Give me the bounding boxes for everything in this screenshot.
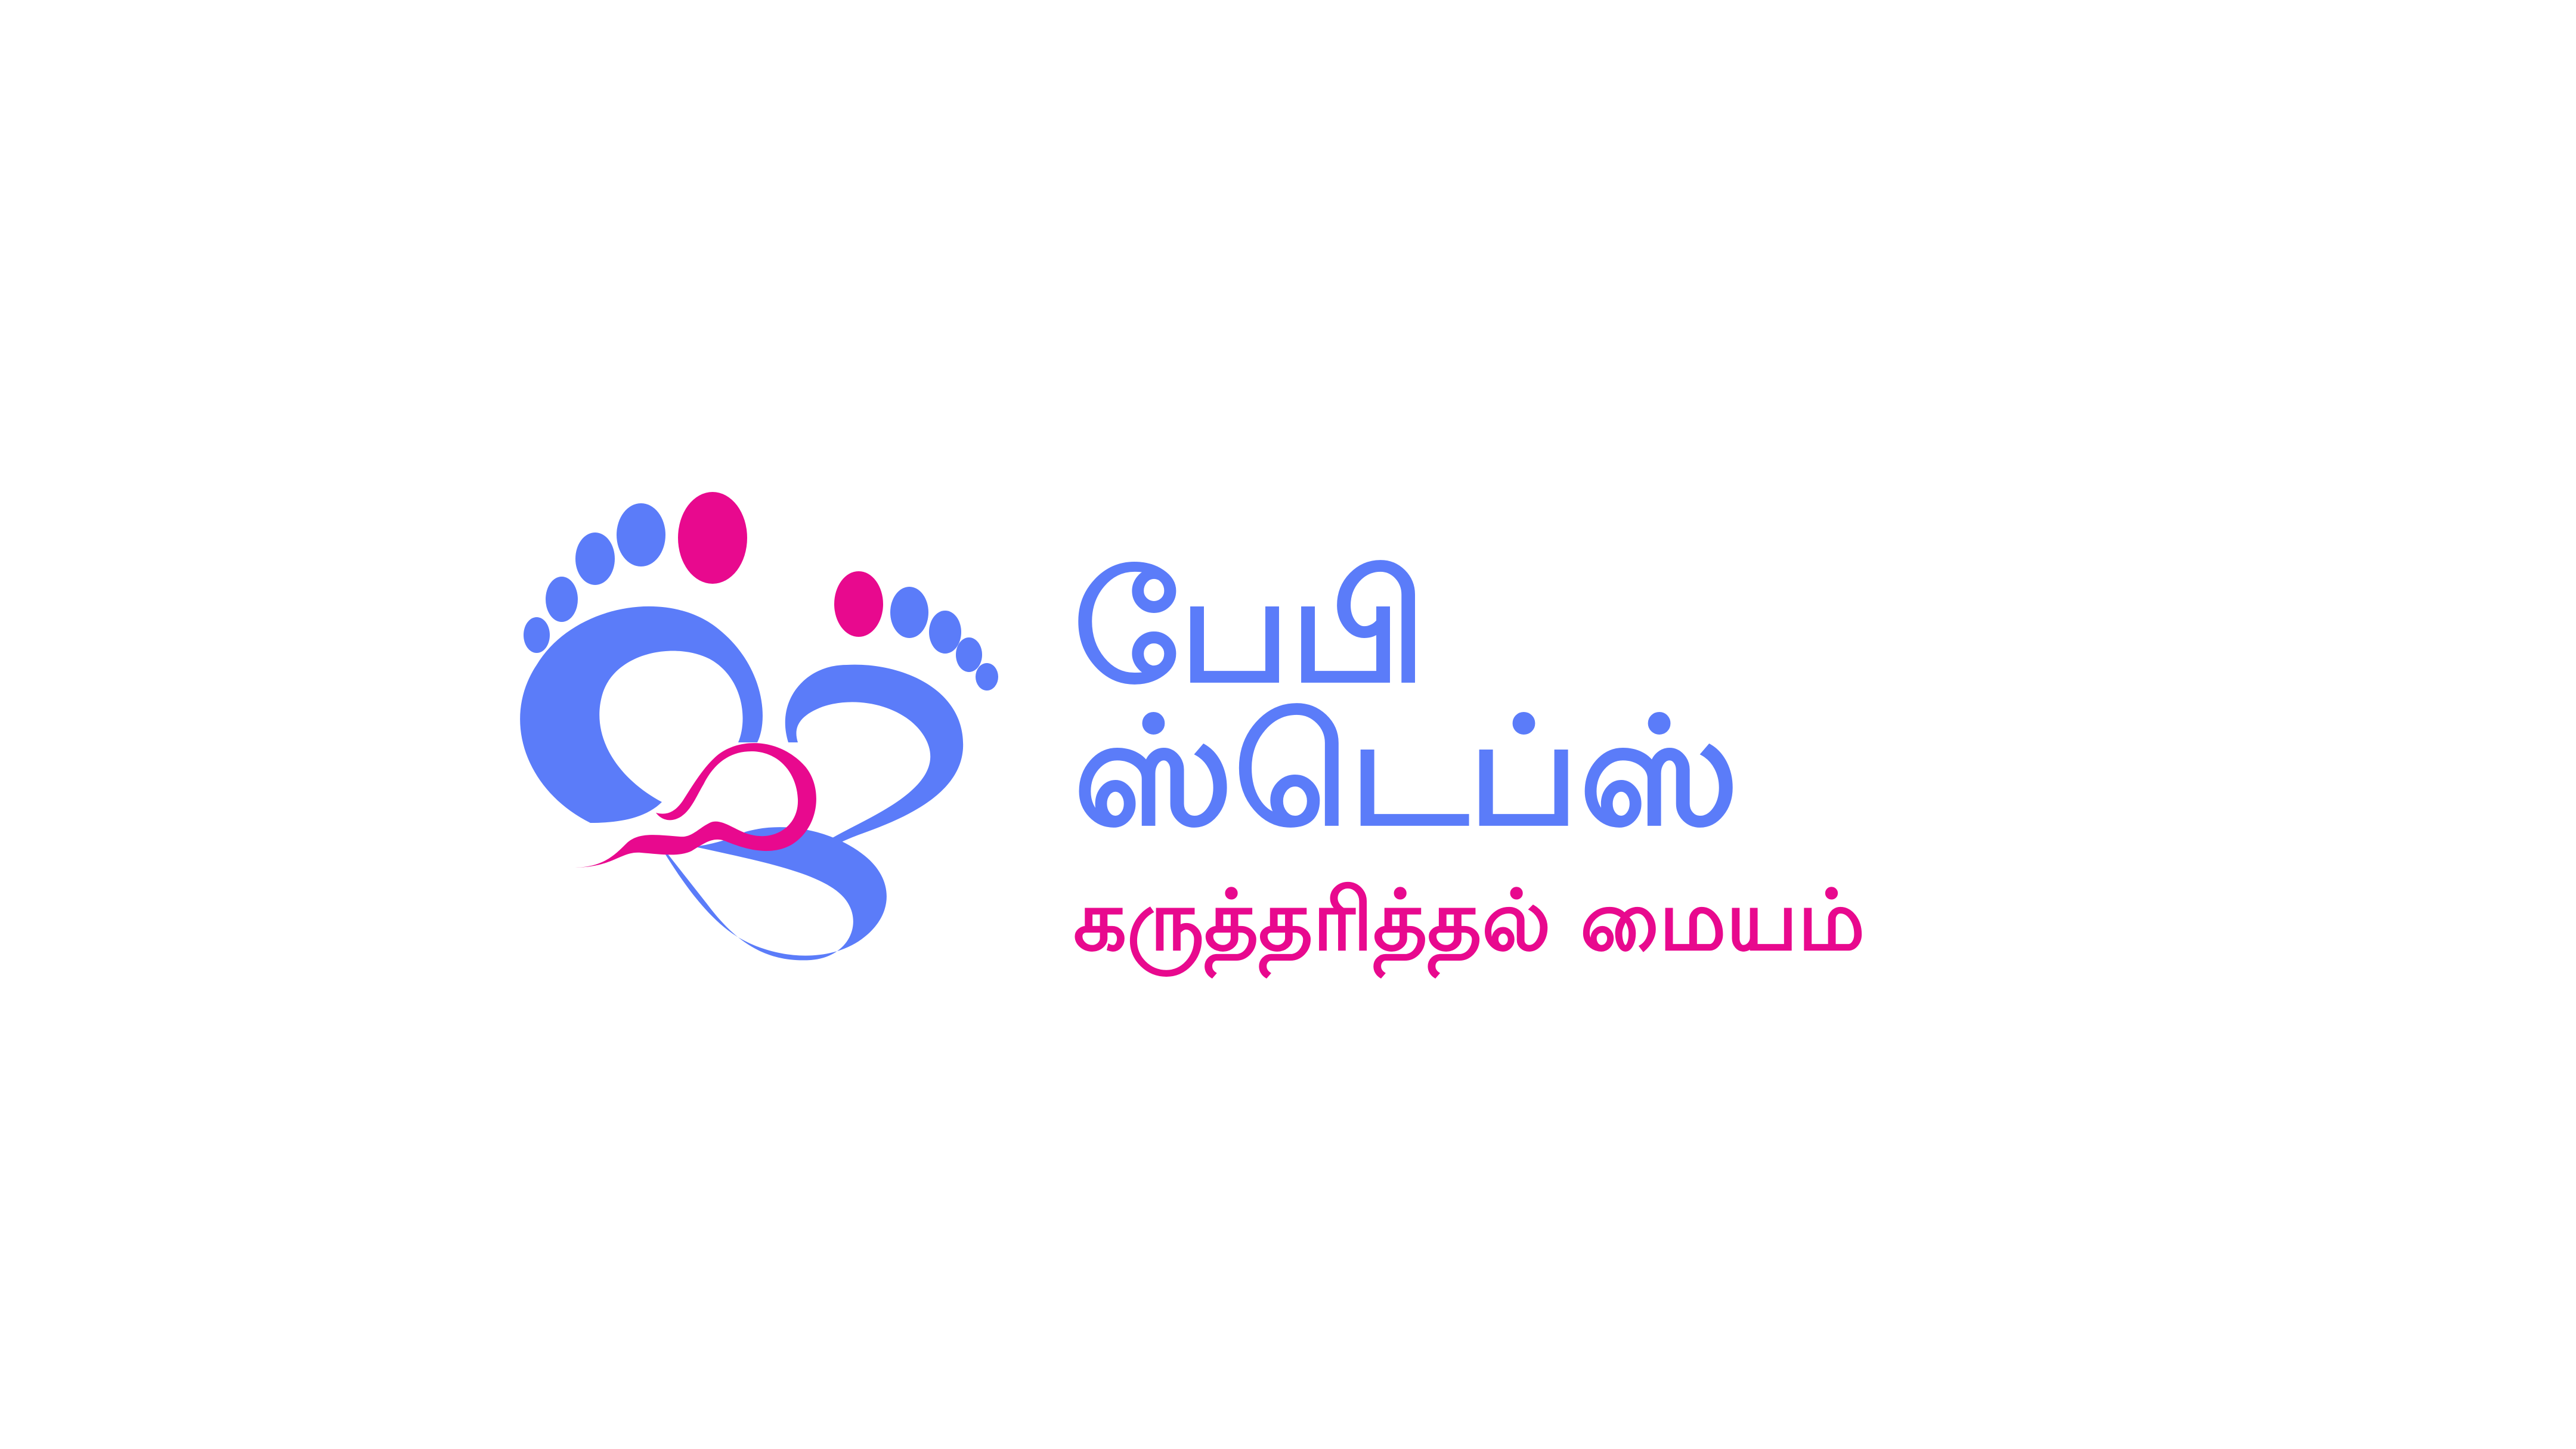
brand-wordmark — [1073, 542, 2147, 972]
right-toe-5 — [976, 663, 998, 691]
left-toe-1 — [524, 617, 550, 653]
right-toe-big — [834, 571, 883, 637]
baby-head-inner — [739, 770, 781, 807]
brand-name-line2: ஸ்டெப்ஸ் — [1073, 685, 1739, 859]
left-toe-big — [678, 492, 747, 584]
brand-tagline: கருத்தரித்தல் மையம் — [1073, 872, 1865, 970]
brand-name-line1: பேபி — [1073, 542, 1426, 716]
right-toe-2 — [890, 587, 928, 638]
left-foot-sole — [520, 606, 763, 823]
right-toe-3 — [929, 611, 961, 654]
left-toe-2 — [546, 577, 578, 622]
left-toe-3 — [575, 532, 615, 585]
baby-footprints-logo-icon — [513, 486, 1014, 999]
right-toe-4 — [956, 637, 982, 672]
left-toe-4 — [617, 503, 665, 566]
